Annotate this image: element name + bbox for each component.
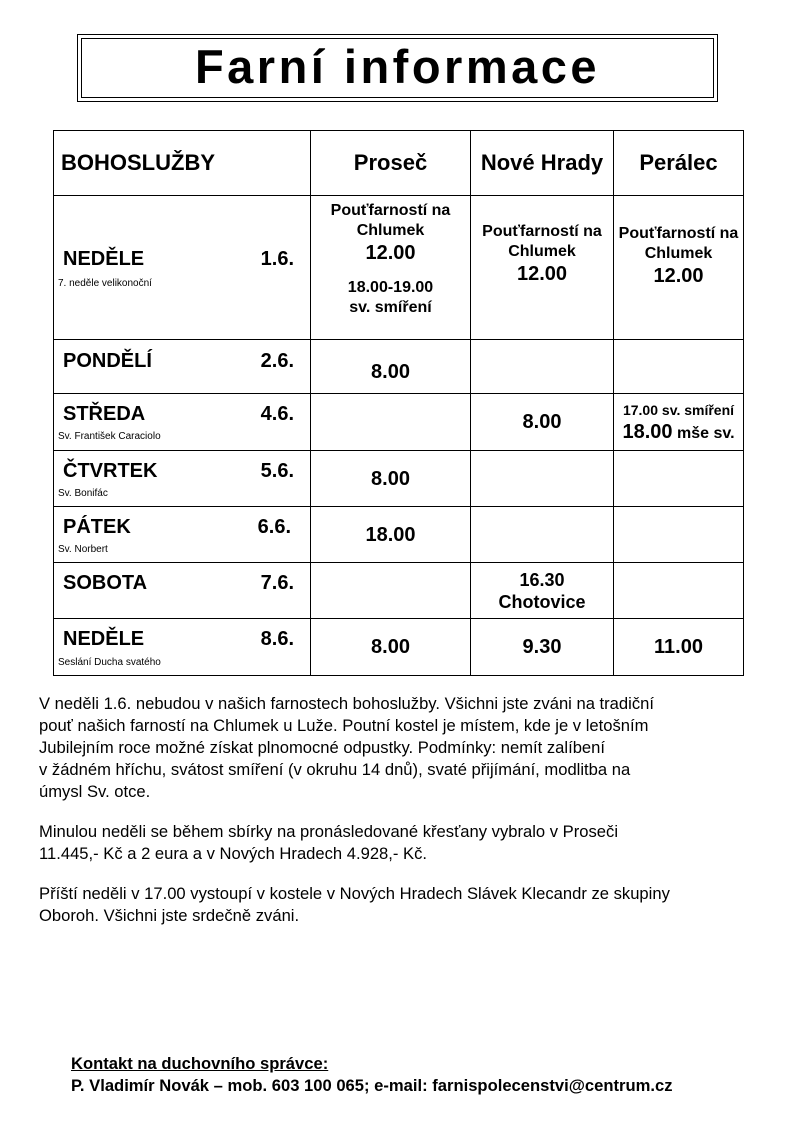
header-peralec: Perálec — [614, 131, 744, 196]
nove-hrady-cell — [471, 451, 614, 507]
event-line: Chlumek — [508, 243, 576, 260]
prosec-cell: 8.00 — [311, 340, 471, 394]
day-date: 2.6. — [260, 350, 294, 372]
nove-hrady-cell: 8.00 — [471, 394, 614, 451]
event-time: 12.00 — [365, 242, 416, 264]
day-cell — [54, 340, 311, 394]
prosec-cell — [311, 563, 471, 619]
announcements — [39, 693, 759, 945]
table-row — [54, 563, 744, 619]
peralec-cell — [614, 196, 744, 340]
day-name: ČTVRTEK — [63, 460, 158, 482]
text-line: pouť našich farností na Chlumek u Luže. Poutní kostel je místem, kde je v letošním — [39, 716, 649, 735]
table-row — [54, 340, 744, 394]
table-row — [54, 619, 744, 676]
feast-name: Seslání Ducha svatého — [58, 657, 161, 668]
peralec-cell — [614, 507, 744, 563]
day-name: PÁTEK — [63, 516, 131, 538]
peralec-cell — [614, 563, 744, 619]
day-name: PONDĚLÍ — [63, 350, 152, 372]
day-cell — [54, 451, 311, 507]
event-line: Pouťfarností na — [618, 225, 739, 242]
header-services: BOHOSLUŽBY — [54, 131, 311, 196]
contact-block — [71, 1053, 673, 1097]
header-prosec: Proseč — [311, 131, 471, 196]
day-cell — [54, 619, 311, 676]
title-frame — [77, 34, 718, 102]
event-time: 18.00 — [622, 420, 673, 443]
day-date: 6.6. — [257, 516, 291, 538]
day-cell — [54, 196, 311, 340]
event-line: Chlumek — [644, 245, 713, 262]
feast-name: Sv. Norbert — [58, 544, 108, 555]
event-line: 18.00-19.00 — [347, 279, 434, 296]
text-line: Minulou neděli se během sbírky na pronásledované křesťany vybralo v Proseči — [39, 822, 619, 841]
contact-label: Kontakt na duchovního správce: — [71, 1054, 329, 1073]
event-line: Chlumek — [356, 222, 425, 239]
announcement-paragraph — [39, 883, 759, 927]
text-line: Oboroh. Všichni jste srdečně zváni. — [39, 906, 300, 925]
day-cell — [54, 563, 311, 619]
table-header-row — [54, 131, 744, 196]
text-line: v žádném hříchu, svátost smíření (v okruhu 14 dnů), svaté přijímání, modlitba na — [39, 760, 631, 779]
event-label: sv. smíření — [661, 401, 735, 418]
event-line: Pouťfarností na — [330, 202, 451, 219]
day-name: NEDĚLE — [63, 628, 145, 650]
day-date: 1.6. — [260, 248, 294, 270]
event-line: Pouťfarností na — [482, 223, 602, 240]
table-row — [54, 507, 744, 563]
day-date: 4.6. — [260, 403, 294, 425]
prosec-cell: 8.00 — [311, 451, 471, 507]
prosec-cell: 8.00 — [311, 619, 471, 676]
day-date: 8.6. — [260, 628, 294, 650]
header-nove-hrady: Nové Hrady — [471, 131, 614, 196]
text-line: úmysl Sv. otce. — [39, 782, 151, 801]
page-title: Farní informace — [194, 39, 601, 93]
feast-name: Sv. Bonifác — [58, 488, 108, 499]
services-table — [53, 130, 744, 676]
peralec-cell — [614, 394, 744, 451]
text-line: Příští neděli v 17.00 vystoupí v kostele v Nových Hradech Slávek Klecandr ze skupiny — [39, 884, 670, 903]
table-row — [54, 394, 744, 451]
event-time: 17.00 — [622, 401, 659, 418]
event-time: 12.00 — [516, 263, 568, 285]
prosec-cell — [311, 394, 471, 451]
nove-hrady-cell — [471, 196, 614, 340]
event-place: Chotovice — [498, 591, 586, 612]
prosec-cell — [311, 196, 471, 340]
day-cell — [54, 394, 311, 451]
text-line: 11.445,- Kč a 2 eura a v Nových Hradech 4.928,- Kč. — [39, 844, 428, 863]
peralec-cell: 11.00 — [614, 619, 744, 676]
day-name: NEDĚLE — [63, 248, 145, 270]
event-label: mše sv. — [676, 424, 735, 442]
announcement-paragraph — [39, 821, 759, 865]
event-time: 12.00 — [653, 265, 704, 287]
announcement-paragraph — [39, 693, 759, 803]
peralec-cell — [614, 451, 744, 507]
day-name: SOBOTA — [63, 572, 148, 594]
prosec-cell: 18.00 — [311, 507, 471, 563]
table-row — [54, 196, 744, 340]
day-date: 5.6. — [260, 460, 294, 482]
contact-line: P. Vladimír Novák – mob. 603 100 065; e-mail: farnispolecenstvi@centrum.cz — [71, 1076, 673, 1095]
day-cell — [54, 507, 311, 563]
event-line: sv. smíření — [349, 299, 432, 316]
peralec-cell — [614, 340, 744, 394]
nove-hrady-cell — [471, 507, 614, 563]
nove-hrady-cell: 9.30 — [471, 619, 614, 676]
day-date: 7.6. — [260, 572, 294, 594]
feast-name: Sv. František Caraciolo — [58, 431, 161, 442]
title-frame-inner — [81, 38, 714, 98]
text-line: V neděli 1.6. nebudou v našich farnostech bohoslužby. Všichni jste zváni na tradiční — [39, 694, 654, 713]
event-time: 16.30 — [519, 569, 565, 590]
day-name: STŘEDA — [63, 403, 146, 425]
table-row — [54, 451, 744, 507]
feast-name: 7. neděle velikonoční — [58, 278, 152, 289]
nove-hrady-cell — [471, 340, 614, 394]
nove-hrady-cell — [471, 563, 614, 619]
text-line: Jubilejním roce možné získat plnomocné odpustky. Podmínky: nemít zalíbení — [39, 738, 605, 757]
